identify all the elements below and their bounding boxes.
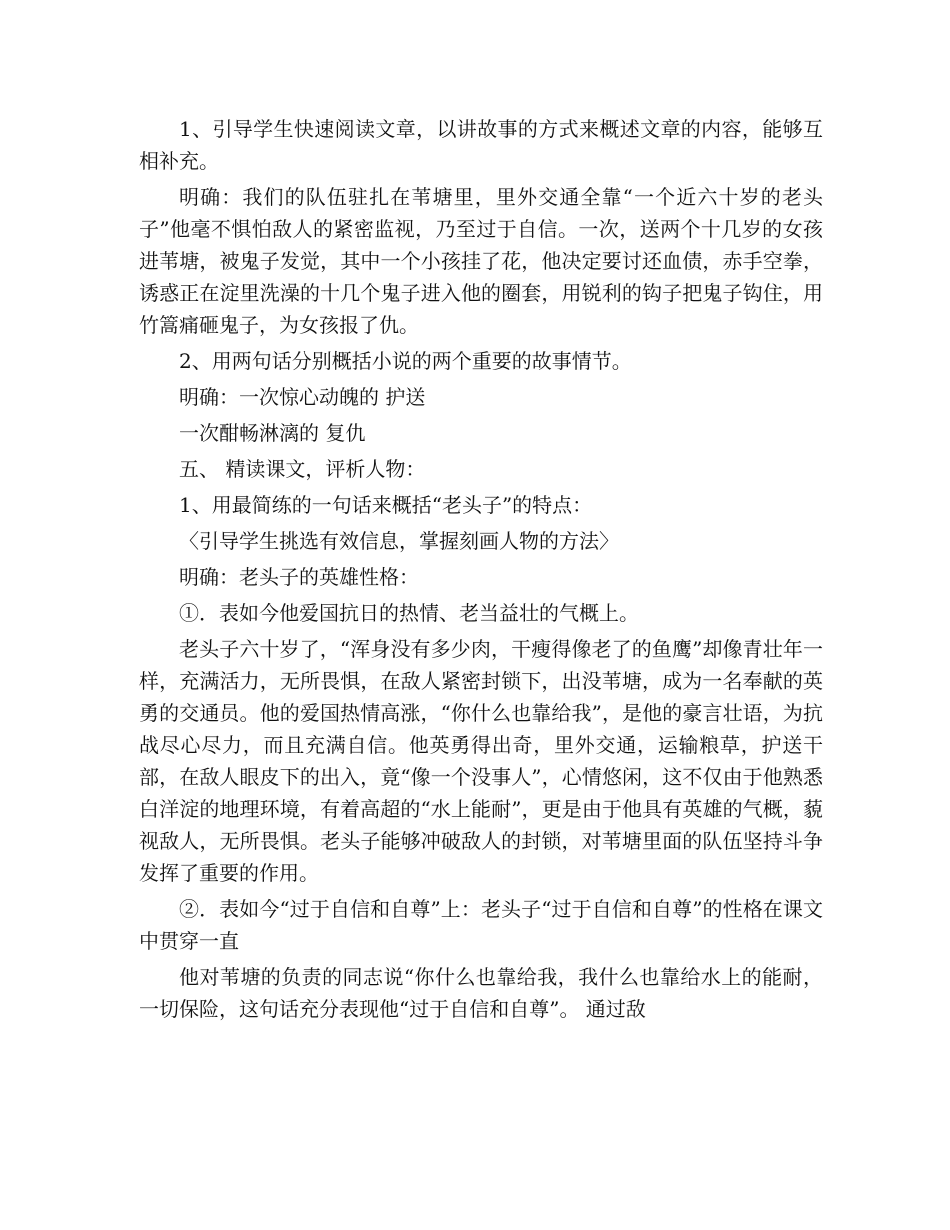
- paragraph-4: 明确：一次惊心动魄的 护送: [179, 385, 426, 409]
- paragraph-2: 明确：我们的队伍驻扎在苇塘里，里外交通全靠“一个近六十岁的老头子”他毫不惧怕敌人的紧密监视，乃至过于自信。一次，送两个十几岁的女孩进苇塘，被鬼子发觉，其中一个小孩挂了花，他决定要讨还血债，赤手空拳，诱惑正在淀里洗澡的十几个鬼子进入他的圈套，用锐利的钩子把鬼子钩住，用竹篙痛砸鬼子，为女孩报了仇。: [139, 185, 823, 337]
- paragraph-10: ①．表如今他爱国抗日的热情、老当益壮的气概上。: [179, 601, 639, 625]
- paragraph-5: 一次酣畅淋漓的 复仇: [179, 421, 366, 445]
- paragraph-6: 五、 精读课文，评析人物：: [179, 457, 426, 481]
- paragraph-11: 老头子六十岁了，“浑身没有多少肉，干瘦得像老了的鱼鹰”却像青壮年一样，充满活力，无所畏惧，在敌人紧密封锁下，出没苇塘，成为一名奉献的英勇的交通员。他的爱国热情高涨，“你什么也靠给我”，是他的豪言壮语，为抗战尽心尽力，而且充满自信。他英勇得出奇，里外交通，运输粮草，护送干部，在敌人眼皮下的出入，竟“像一个没事人”，心情悠闲，这不仅由于他熟悉白洋淀的地理环境，有着高超的“水上能耐”，更是由于他具有英雄的气概，藐视敌人，无所畏惧。老头子能够冲破敌人的封锁，对苇塘里面的队伍坚持斗争发挥了重要的作用。: [139, 637, 823, 885]
- paragraph-9: 明确：老头子的英雄性格：: [179, 565, 419, 589]
- paragraph-1: 1、引导学生快速阅读文章，以讲故事的方式来概述文章的内容，能够互相补充。: [139, 117, 823, 173]
- paragraph-12: ②．表如今“过于自信和自尊”上：老头子“过于自信和自尊”的性格在课文中贯穿一直: [139, 897, 823, 953]
- document-body: [139, 113, 823, 1029]
- paragraph-7: 1、用最简练的一句话来概括“老头子”的特点：: [179, 493, 593, 517]
- paragraph-8: 〈引导学生挑选有效信息，掌握刻画人物的方法〉: [179, 529, 619, 553]
- paragraph-3: 2、用两句话分别概括小说的两个重要的故事情节。: [179, 349, 632, 373]
- paragraph-13: 他对苇塘的负责的同志说“你什么也靠给我，我什么也靠给水上的能耐，一切保险，这句话充分表现他“过于自信和自尊”。 通过敌: [139, 965, 823, 1021]
